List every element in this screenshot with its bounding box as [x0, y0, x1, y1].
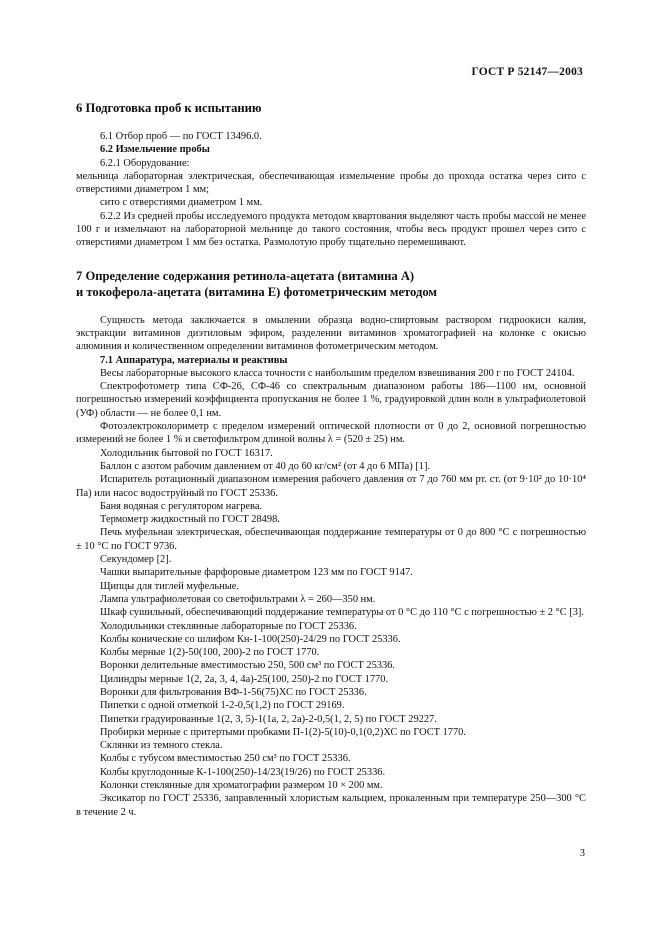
- equipment-item: Спектрофотометр типа СФ-26, СФ-46 со спектральным диапазоном работы 186—1100 нм, основной погрешностью измерений коэффициента пропускания не более 1 %, градуировкой длин волн в ультрафиолетовой (УФ) области — не более 0,1 нм.: [76, 381, 586, 419]
- equipment-item: Термометр жидкостный по ГОСТ 28498.: [100, 514, 280, 526]
- equipment-item: Печь муфельная электрическая, обеспечивающая поддержание температуры от 0 до 800 °С с погрешностью ± 10 °С по ГОСТ 9736.: [76, 527, 586, 552]
- equipment-item: Пипетки градуированные 1(2, 3, 5)-1(1а, 2, 2а)-2-0,5(1, 2, 5) по ГОСТ 29227.: [100, 713, 437, 725]
- equipment-item: Холодильники стеклянные лабораторные по ГОСТ 25336.: [100, 620, 357, 632]
- equipment-item: Колонки стеклянные для хроматографии размером 10 × 200 мм.: [100, 780, 383, 792]
- equipment-item: Секундомер [2].: [100, 554, 172, 566]
- paragraph-6-1: 6.1 Отбор проб — по ГОСТ 13496.0.: [100, 131, 262, 142]
- equipment-item: Холодильник бытовой по ГОСТ 16317.: [100, 447, 273, 459]
- equipment-item: Лампа ультрафиолетовая со светофильтрами λ = 260—350 нм.: [100, 593, 376, 605]
- equipment-item: Баня водяная с регулятором нагрева.: [100, 500, 263, 512]
- equipment-item: Пипетки с одной отметкой 1-2-0,5(1,2) по ГОСТ 29169.: [100, 700, 345, 712]
- equipment-item: Весы лабораторные высокого класса точности с наибольшим пределом взвешивания 200 г по ГОСТ 24104.: [100, 367, 575, 379]
- equipment-item: Щипцы для тиглей муфельные.: [100, 580, 239, 592]
- equipment-item: Склянки из темного стекла.: [100, 740, 223, 752]
- section-6-title: 6 Подготовка проб к испытанию: [76, 101, 262, 115]
- equipment-item: Колбы с тубусом вместимостью 250 см³ по ГОСТ 25336.: [100, 753, 351, 765]
- section-7-title: [76, 268, 586, 300]
- equipment-item: Шкаф сушильный, обеспечивающий поддержание температуры от 0 °С до 110 °С с погрешностью ± 2 °С [3].: [100, 607, 584, 619]
- paragraph-6-2-1: 6.2.1 Оборудование:: [100, 157, 190, 169]
- paragraph-6-2-1-item-sieve: сито с отверстиями диаметром 1 мм.: [100, 197, 263, 209]
- equipment-item: Чашки выпарительные фарфоровые диаметром 123 мм по ГОСТ 9147.: [100, 567, 413, 579]
- paragraph-6-2-1-item-mill: мельница лабораторная электрическая, обеспечивающая измельчение пробы до прохода остатка через сито с отверстиями диаметром 1 мм;: [76, 170, 586, 196]
- page-content: [76, 94, 586, 819]
- equipment-item: Воронки делительные вместимостью 250, 500 см³ по ГОСТ 25336.: [100, 660, 395, 672]
- section-7-intro: Сущность метода заключается в омылении образца водно-спиртовым раствором гидроокиси калия, экстракции витаминов диэтиловым эфиром, разделении витаминов хроматографией на колонке с окисью алюминия и количественном определении витаминов фотометрическим методом.: [76, 314, 586, 353]
- page-number: 3: [579, 848, 585, 859]
- equipment-list: [76, 367, 586, 819]
- paragraph-6-2-2: 6.2.2 Из средней пробы исследуемого продукта методом квартования выделяют часть пробы массой не менее 100 г и измельчают на лабораторной мельнице до такого состояния, чтобы весь продукт прошел через сито с отверстиями диаметром 1 мм без остатка. Размолотую пробу тщательно перемешивают.: [76, 210, 586, 249]
- subsection-7-1-title: 7.1 Аппаратура, материалы и реактивы: [100, 354, 288, 366]
- equipment-item: Пробирки мерные с притертыми пробками П-1(2)-5(10)-0,1(0,2)ХС по ГОСТ 1770.: [100, 726, 466, 738]
- subsection-6-2-title: 6.2 Измельчение пробы: [100, 144, 210, 156]
- equipment-item: Баллон с азотом рабочим давлением от 40 до 60 кг/см² (от 4 до 6 МПа) [1].: [100, 460, 431, 472]
- equipment-item: Колбы круглодонные К-1-100(250)-14/23(19/26) по ГОСТ 25336.: [100, 766, 386, 778]
- equipment-item: Колбы мерные 1(2)-50(100, 200)-2 по ГОСТ 1770.: [100, 647, 320, 659]
- section-7-title-line-1: 7 Определение содержания ретинола-ацетата (витамина А): [76, 268, 415, 283]
- equipment-item: Цилиндры мерные 1(2, 2а, 3, 4, 4а)-25(100, 250)-2 по ГОСТ 1770.: [100, 673, 389, 685]
- equipment-item: Эксикатор по ГОСТ 25336, заправленный хлористым кальцием, прокаленным при температуре 250—300 °С в течение 2 ч.: [76, 793, 586, 818]
- equipment-item: Испаритель ротационный диапазоном измерения рабочего давления от 7 до 760 мм рт. ст. (от 9·10² до 10·10⁴ Па) или насос водоструйный по ГОСТ 25336.: [76, 474, 586, 499]
- equipment-item: Колбы конические со шлифом Кн-1-100(250)-24/29 по ГОСТ 25336.: [100, 633, 401, 645]
- equipment-item: Фотоэлектроколориметр с пределом измерений оптической плотности от 0 до 2, основной погрешностью измерений не более 1 % и светофильтром длиной волны λ = (520 ± 25) нм.: [76, 421, 586, 446]
- equipment-item: Воронки для фильтрования ВФ-1-56(75)ХС по ГОСТ 25336.: [100, 686, 367, 698]
- document-header-id: ГОСТ Р 52147—2003: [471, 66, 583, 78]
- section-7-title-line-2: и токоферола-ацетата (витамина Е) фотометрическим методом: [76, 284, 437, 299]
